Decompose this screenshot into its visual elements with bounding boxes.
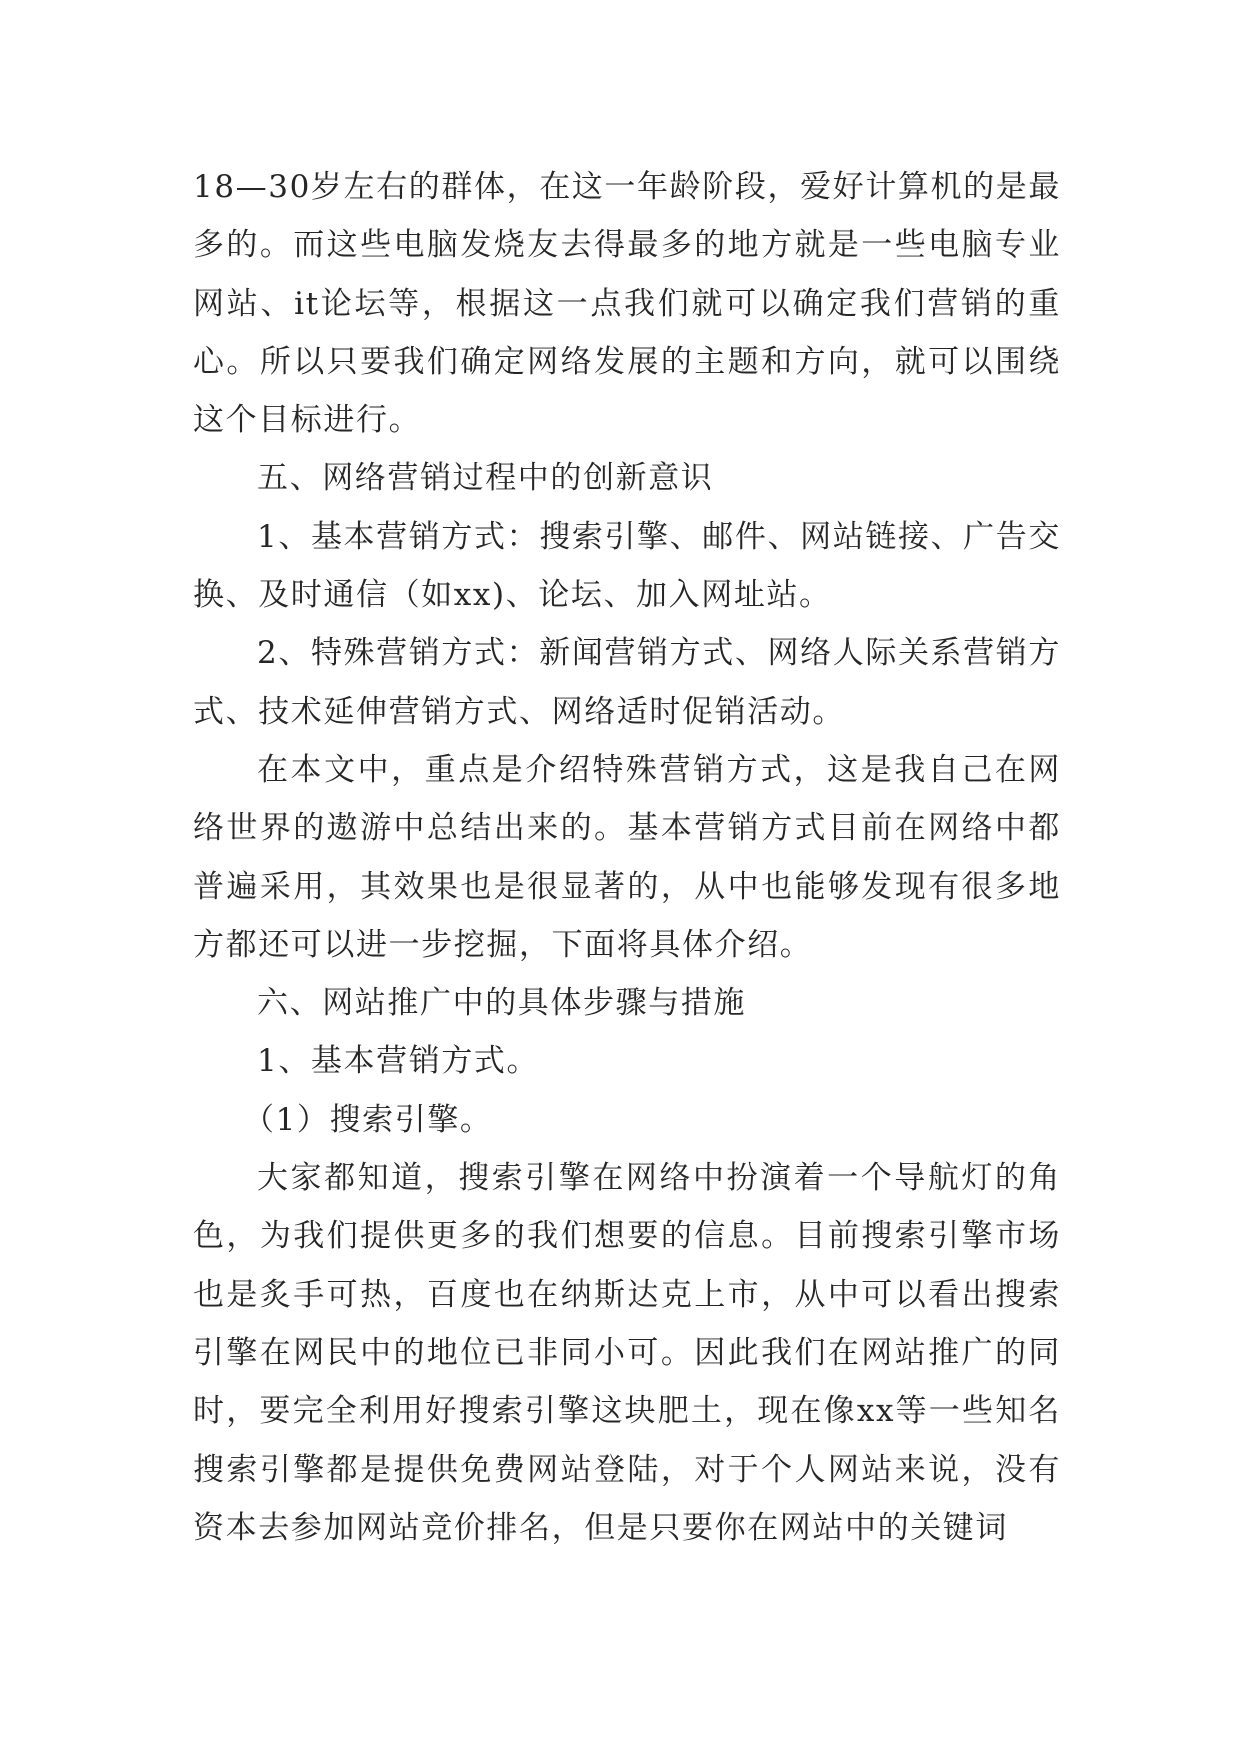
heading-section-five: 五、网络营销过程中的创新意识 (257, 460, 714, 497)
paragraph-search-engine: 大家都知道，搜索引擎在网络中扮演着一个导航灯的角色，为我们提供更多的我们想要的信息。目前搜索引擎市场也是炙手可热，百度也在纳斯达克上市，从中可以看出搜索引擎在网民中的地位已非同小可。因此我们在网站推广的同时，要完全利用好搜索引擎这块肥土，现在像xx等一些知名搜索引擎都是提供免费网站登陆，对于个人网站来说，没有资本去参加网站竞价排名，但是只要你在网站中的关键词 (193, 1160, 1061, 1546)
document-body (193, 158, 1061, 1557)
subheading-basic-marketing: 1、基本营销方式。 (257, 1043, 540, 1080)
paragraph-age-group: 18—30岁左右的群体，在这一年龄阶段，爱好计算机的是最多的。而这些电脑发烧友去得最多的地方就是一些电脑专业网站、it论坛等，根据这一点我们就可以确定我们营销的重心。所以只要我们确定网络发展的主题和方向，就可以围绕这个目标进行。 (193, 169, 1061, 439)
paragraph-special-marketing: 2、特殊营销方式：新闻营销方式、网络人际关系营销方式、技术延伸营销方式、网络适时促销活动。 (193, 635, 1061, 730)
heading-section-six: 六、网站推广中的具体步骤与措施 (257, 985, 746, 1022)
subheading-search-engine: （1）搜索引擎。 (243, 1101, 493, 1138)
paragraph-focus: 在本文中，重点是介绍特殊营销方式，这是我自己在网络世界的遨游中总结出来的。基本营销方式目前在网络中都普遍采用，其效果也是很显著的，从中也能够发现有很多地方都还可以进一步挖掘，下面将具体介绍。 (193, 751, 1061, 963)
paragraph-basic-marketing: 1、基本营销方式：搜索引擎、邮件、网站链接、广告交换、及时通信（如xx)、论坛、加入网址站。 (193, 518, 1061, 614)
